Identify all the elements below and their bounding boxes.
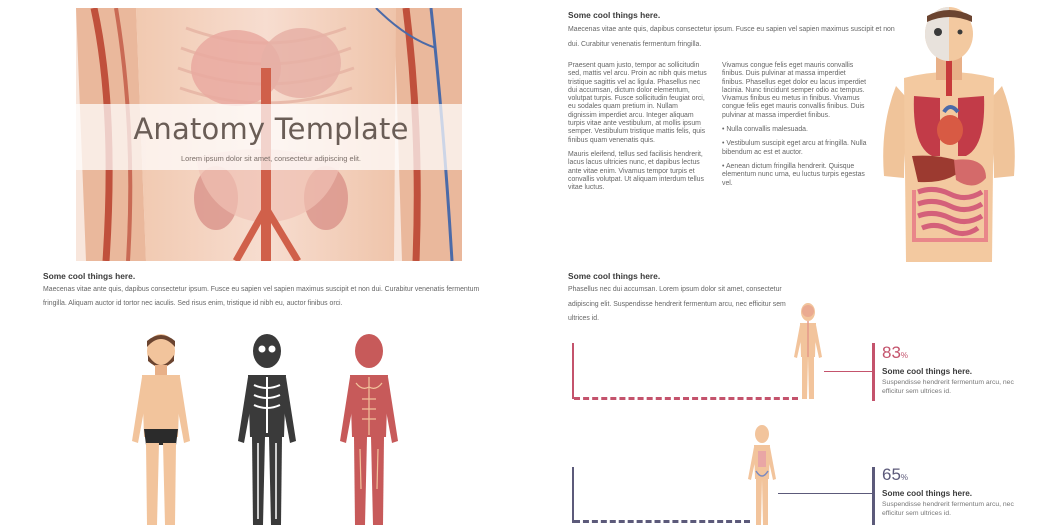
stat-description: Suspendisse hendrerit fermentum arcu, nec efficitur sem ultrices id. [882,379,1014,395]
bar-axis [572,343,574,399]
stat-value: 83% [882,343,909,362]
bar-axis [572,467,574,523]
bullet-item: • Vestibulum suscipit eget arcu at fringilla. Nulla bibendum ac est et auctor. [722,140,867,156]
bullet-item: • Nulla convallis malesuada. [722,126,808,134]
connector-line [824,371,872,372]
slide-figures [0,263,530,530]
section-heading: Some cool things here. [43,271,136,281]
section-body: Phasellus nec dui accumsan. Lorem ipsum dolor sit amet, consectetur adipiscing elit. Suspendisse hendrerit fermentum arcu, nec efficitur sem ultrices id. [568,286,786,322]
stat-description: Suspendisse hendrerit fermentum arcu, nec efficitur sem ultrices id. [882,501,1014,517]
skeleton-figure-icon [232,329,302,529]
section-heading: Some cool things here. [568,271,661,281]
accent-line [872,343,875,401]
stat-value: 65% [882,465,909,484]
connector-line [778,493,872,494]
stat-heading: Some cool things here. [882,489,973,498]
text-column-left [568,62,708,198]
paragraph: Mauris eleifend, tellus sed facilisis hendrerit, lacus lacus ultricies nunc, et dapibus lectus ante vitae enim. Vivamus tempor turpis et convallis volutpat. Ut aliquam interdum tellus vitae luctus. [568,150,704,192]
progress-bar [574,520,750,523]
section-heading: Some cool things here. [568,10,661,20]
child-body-icon [746,423,778,527]
half-face-anatomy-illustration [874,6,1024,262]
accent-line [872,467,875,525]
text-column-right [722,62,868,194]
man-figure-icon [126,329,196,529]
bullet-item: • Aenean dictum fringilla hendrerit. Quisque elementum nunc urna, eu luctus turpis egestas vel. [722,162,865,187]
progress-bar [574,397,798,400]
muscle-figure-icon [334,329,404,529]
slide-stats [530,263,1060,530]
slide-title [0,0,530,263]
slide-organs [530,0,1060,263]
child-body-icon [792,301,824,401]
section-intro: Maecenas vitae ante quis, dapibus consectetur ipsum. Fusce eu sapien vel sapien maximus suscipit et non dui. Curabitur venenatis fermentum fringilla. [568,26,895,48]
page-title: Anatomy Template [133,112,409,146]
section-body: Maecenas vitae ante quis, dapibus consectetur ipsum. Fusce eu sapien vel sapien maximus suscipit et non dui. Curabitur venenatis fermentum fringilla. Aliquam auctor id tortor nec iaculis. Sed risus enim, tristique id nibh eu, auctor finibus orci. [43,286,480,307]
paragraph: Vivamus congue felis eget mauris convallis finibus. Duis pulvinar at massa imperdiet finibus. Phasellus eget dolor eu lacus imperdiet lacinia. Nunc tincidunt semper odio ac tempus. Vivamus finibus eu metus in finibus. Vivamus congue felis eget mauris convallis finibus. Duis pulvinar at massa imperdiet finibus. [722,62,867,119]
stat-heading: Some cool things here. [882,367,973,376]
page-subtitle: Lorem ipsum dolor sit amet, consectetur adipiscing elit. [181,154,361,163]
paragraph: Praesent quam justo, tempor ac sollicitudin sed, mattis vel arcu. Proin ac nibh quis metus tristique sagittis vel ac ligula. Phasellus nec dui accumsan, dictum dolor elementum, volutpat turpis. Fusce sollicitudin feugiat orci, eu sodales quam pretium in. Nullam dignissim imperdiet arcu. Integer aliquam turpis vitae ante vestibulum, at mollis ipsum semper. Vestibulum tristique mattis felis, quis finibus quam venenatis quis. [568,62,707,144]
